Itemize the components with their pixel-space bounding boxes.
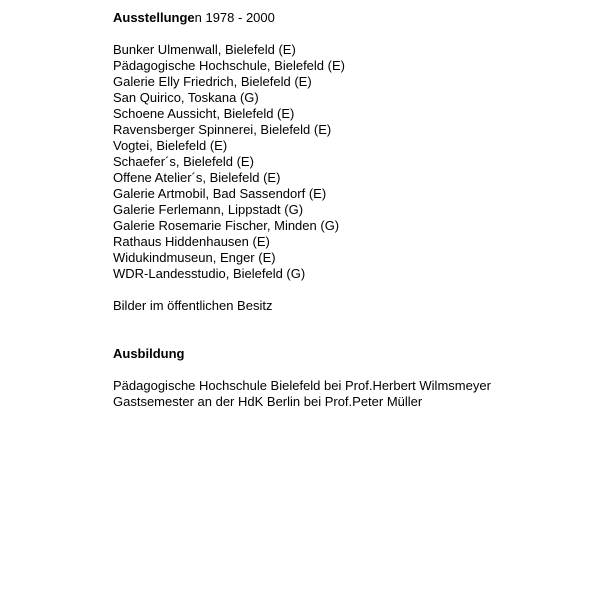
spacer <box>113 362 580 378</box>
exhibition-list-item: Galerie Rosemarie Fischer, Minden (G) <box>113 218 340 233</box>
exhibitions-heading <box>113 10 580 26</box>
exhibition-list-item: Rathaus Hiddenhausen (E) <box>113 234 270 249</box>
public-collection-note: Bilder im öffentlichen Besitz <box>113 298 273 313</box>
exhibitions-list <box>113 42 580 282</box>
education-heading: Ausbildung <box>113 346 185 361</box>
spacer <box>113 282 580 298</box>
exhibition-list-item: Vogtei, Bielefeld (E) <box>113 138 228 153</box>
exhibition-list-item: San Quirico, Toskana (G) <box>113 90 259 105</box>
spacer <box>113 314 580 346</box>
exhibitions-heading-bold: Ausstellunge <box>113 10 195 25</box>
exhibition-list-item: Ravensberger Spinnerei, Bielefeld (E) <box>113 122 332 137</box>
exhibition-list-item: Galerie Elly Friedrich, Bielefeld (E) <box>113 74 312 89</box>
exhibition-list-item: Galerie Ferlemann, Lippstadt (G) <box>113 202 304 217</box>
exhibition-list-item: Offene Atelier´s, Bielefeld (E) <box>113 170 281 185</box>
exhibition-list-item: Schoene Aussicht, Bielefeld (E) <box>113 106 295 121</box>
exhibition-list-item: WDR-Landesstudio, Bielefeld (G) <box>113 266 306 281</box>
spacer <box>113 26 580 42</box>
exhibition-list-item: Pädagogische Hochschule, Bielefeld (E) <box>113 58 345 73</box>
exhibition-list-item: Bunker Ulmenwall, Bielefeld (E) <box>113 42 296 57</box>
exhibition-list-item: Schaefer´s, Bielefeld (E) <box>113 154 254 169</box>
exhibition-list-item: Galerie Artmobil, Bad Sassendorf (E) <box>113 186 327 201</box>
exhibition-list-item: Widukindmuseun, Enger (E) <box>113 250 276 265</box>
exhibitions-heading-years: n 1978 - 2000 <box>194 10 275 25</box>
education-line: Gastsemester an der HdK Berlin bei Prof.Peter Müller <box>113 394 423 409</box>
education-line: Pädagogische Hochschule Bielefeld bei Prof.Herbert Wilmsmeyer <box>113 378 491 393</box>
education-lines <box>113 378 580 410</box>
